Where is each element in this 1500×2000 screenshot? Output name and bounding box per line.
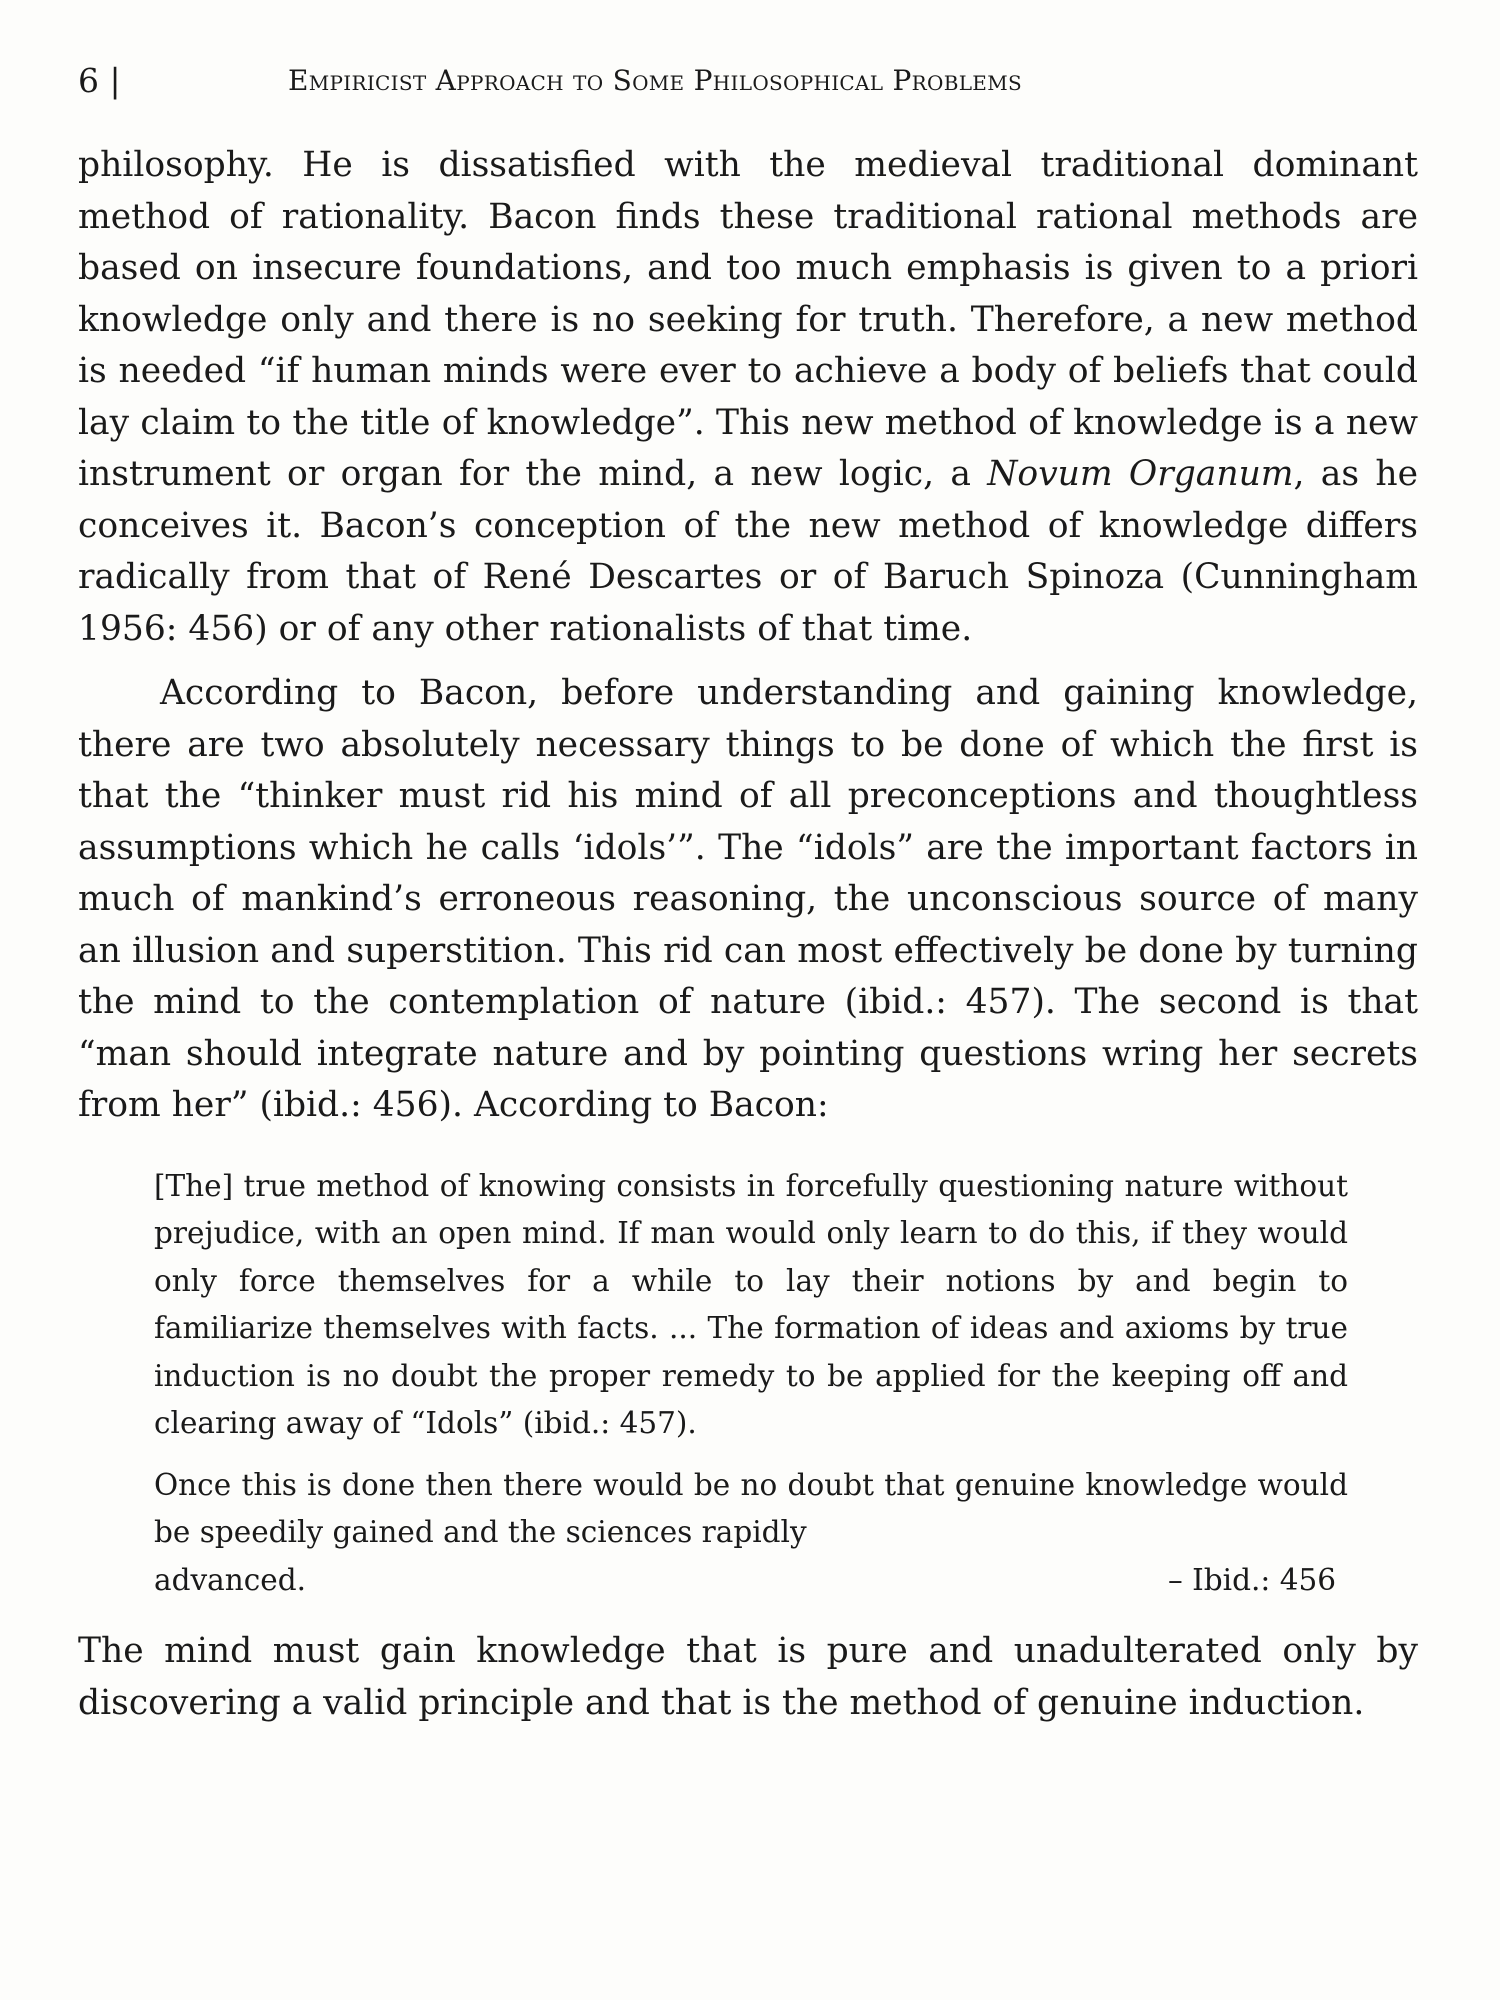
paragraph-2: According to Bacon, before understanding and gaining knowledge, there are two absolutely necessary things to be done of which the first is that the “thinker must rid his mind of all preconceptions and thoughtless assumptions which he calls ‘idols’”. The “idols” are the important factors in much of mankind’s erroneous reasoning, the unconscious source of many an illusion and superstition. This rid can most effectively be done by turning the mind to the contemplation of nature (ibid.: 457). The second is that “man should integrate nature and by pointing questions wring her secrets from her” (ibid.: 456). According to Bacon: (78, 673, 1418, 1125)
paragraph-3: The mind must gain knowledge that is pure and unadulterated only by discovering a valid principle and that is the method of genuine induction. (78, 1631, 1418, 1723)
quote-source: – Ibid.: 456 (1168, 1562, 1336, 1597)
paragraph-1-text-a: philosophy. He is dissatisfied with the medieval traditional dominant method of rationality. Bacon finds these traditional rational methods are based on insecure foundations, and too much emphasis is given to a priori knowledge only and there is no seeking for truth. Therefore, a new method is needed “if human minds were ever to achieve a body of beliefs that could lay claim to the title of knowledge”. This new method of knowledge is a new instrument or organ for the mind, a new logic, a (78, 145, 1418, 494)
novum-organum-title: Novum Organum (987, 454, 1294, 494)
block-quote-paragraph-1: [The] true method of knowing consists in forcefully questioning nature without prejudice, with an open mind. If man would only learn to do this, if they would only force themselves for a while to lay their notions by and begin to familiarize themselves with facts. ... The formation of ideas and axioms by true induction is no doubt the proper remedy to be applied for the keeping off and clearing away of “Idols” (ibid.: 457). (154, 1168, 1348, 1440)
paragraph-1 (78, 140, 1418, 655)
block-quote-paragraph-2-text: Once this is done then there would be no doubt that genuine knowledge would be speedily gained and the sciences rapidly (154, 1467, 1348, 1549)
page-header (78, 56, 1268, 106)
running-head: Empiricist Approach to Some Philosophical Problems (288, 64, 1022, 97)
block-quote (154, 1163, 1348, 1605)
block-quote-last-word: advanced. (154, 1562, 306, 1597)
body-text (78, 140, 1418, 1729)
block-quote-paragraph-2 (154, 1462, 1348, 1605)
page-number: 6 | (78, 61, 121, 100)
paragraph-1-text-b: , as he conceives it. Bacon’s conception of the new method of knowledge differs radically from that of René Descartes or of Baruch Spinoza (Cunningham 1956: 456) or of any other rationalists of that time. (78, 454, 1418, 649)
block-quote-source-line (154, 1557, 1348, 1605)
